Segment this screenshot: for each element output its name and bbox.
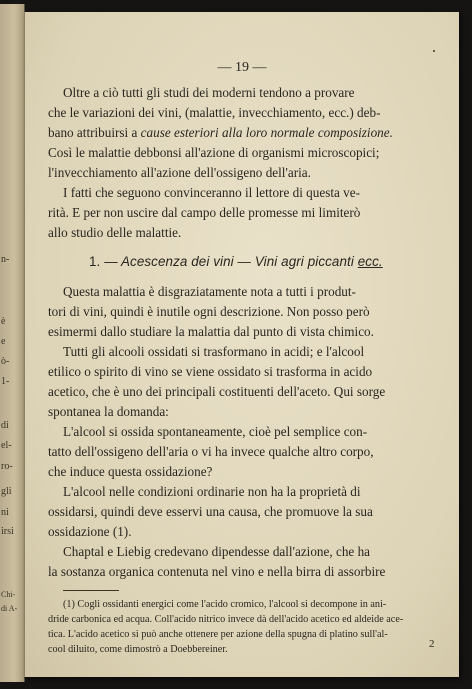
facing-page-fragment: gli xyxy=(1,486,12,497)
text-line: ossidazione (1). xyxy=(48,524,132,539)
text-line: spontanea la domanda: xyxy=(48,404,169,419)
text-line: che le variazioni dei vini, (malattie, invecchiamento, ecc.) deb- xyxy=(48,105,381,120)
text-line xyxy=(48,125,393,141)
facing-page-fragment: el- xyxy=(1,440,12,451)
text-line: etilico o spirito di vino se viene ossidato si trasforma in acido xyxy=(48,364,373,379)
facing-page-fragment: di xyxy=(1,420,9,431)
text-line: Chaptal e Liebig credevano dipendesse dall'azione, che ha xyxy=(63,544,371,559)
text-line: Questa malattia è disgraziatamente nota a tutti i produt- xyxy=(63,284,356,299)
facing-page-fragment: ò- xyxy=(1,356,10,367)
section-heading xyxy=(89,254,383,269)
text-line: L'alcool si ossida spontaneamente, cioè pel semplice con- xyxy=(63,424,368,439)
emphasized-text: cause esteriori alla loro normale composizione. xyxy=(140,125,393,140)
text-line: Così le malattie debbonsi all'azione di organismi microscopici; xyxy=(48,145,380,160)
facing-page-fragment: 1- xyxy=(1,376,10,387)
facing-page-fragment: Chi- xyxy=(1,590,16,599)
facing-page-fragment: ro- xyxy=(1,461,13,472)
facing-page-fragment: n- xyxy=(1,254,10,265)
facing-page-fragment: è xyxy=(1,316,6,327)
footnote-line: (1) Cogli ossidanti energici come l'acido cromico, l'alcool si decompone in ani- xyxy=(63,599,387,610)
text-line: rità. E per non uscire dal campo delle promesse mi limiterò xyxy=(48,205,361,220)
footnote-separator xyxy=(63,590,119,591)
footnote-line: cool diluito, come dimostrò a Doebbereiner. xyxy=(48,644,228,655)
facing-page-edge xyxy=(0,4,25,682)
text-line: ossidarsi, quindi deve esservi una causa, che promuove la sua xyxy=(48,504,373,519)
text-line: Tutti gli alcooli ossidati si trasformano in acidi; e l'alcool xyxy=(63,344,365,359)
section-title-etc: ecc. xyxy=(357,254,383,269)
footnote-line: tica. L'acido acetico si può anche ottenere per azione della spugna di platino sull'al- xyxy=(48,629,388,640)
text-line: Oltre a ciò tutti gli studi dei moderni tendono a provare xyxy=(63,85,355,100)
text-line: I fatti che seguono convinceranno il lettore di questa ve- xyxy=(63,185,360,200)
speck xyxy=(433,50,435,52)
text-fragment: bano attribuirsi a xyxy=(48,125,138,140)
text-line: allo studio delle malattie. xyxy=(48,225,182,240)
text-line: che induce questa ossidazione? xyxy=(48,464,213,479)
text-line: l'invecchiamento all'azione dell'ossigeno dell'aria. xyxy=(48,165,311,180)
facing-page-fragment: e xyxy=(1,336,6,347)
facing-page-fragment: irsi xyxy=(1,526,14,537)
text-line: tatto dell'ossigeno dell'aria o vi ha invece qualche altro corpo, xyxy=(48,444,374,459)
text-line: L'alcool nelle condizioni ordinarie non ha la proprietà di xyxy=(63,484,361,499)
book-page xyxy=(24,12,459,677)
text-line: acetico, che è uno dei principali costituenti dell'aceto. Qui sorge xyxy=(48,384,386,399)
section-title: Acescenza dei vini — Vini agri piccanti xyxy=(121,254,354,269)
facing-page-fragment: di A- xyxy=(1,604,18,613)
page-number: — 19 — xyxy=(217,60,267,75)
text-line: esimermi dallo studiare la malattia dal punto di vista chimico. xyxy=(48,324,374,339)
footnote-line: dride carbonica ed acqua. Coll'acido nitrico invece dà dell'acido acetico ed aldeide ace- xyxy=(48,614,404,625)
text-line: la sostanza organica contenuta nel vino e nella birra di assorbire xyxy=(48,564,386,579)
facing-page-fragment: ni xyxy=(1,507,9,518)
signature-mark: 2 xyxy=(429,638,435,650)
section-number: 1. — xyxy=(89,254,118,269)
text-line: tori di vini, quindi è inutile ogni descrizione. Non posso però xyxy=(48,304,370,319)
